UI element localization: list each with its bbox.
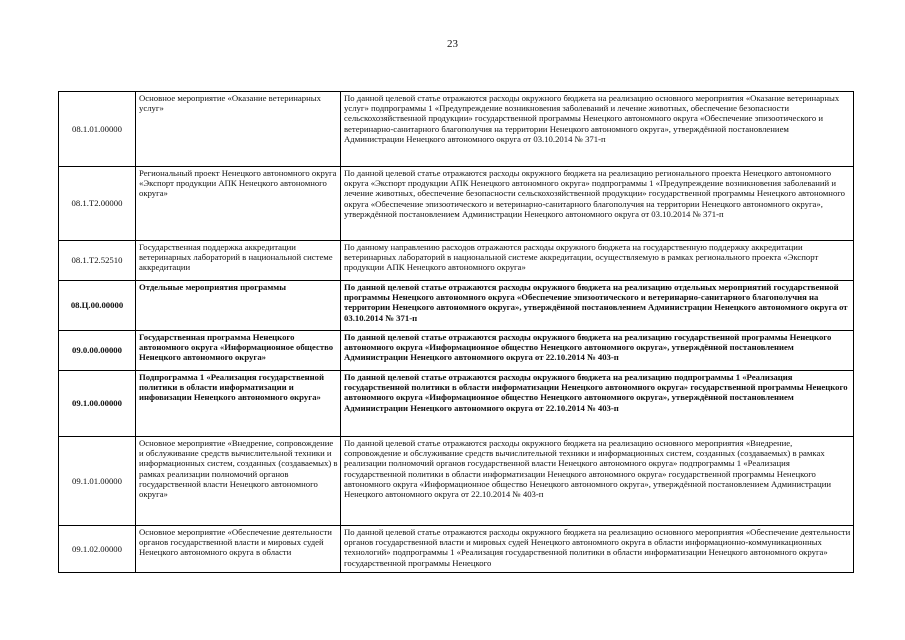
name-cell: Государственная программа Ненецкого автономного округа «Информационное общество Ненецкого автономного округа» — [136, 331, 341, 371]
table-row — [59, 92, 854, 167]
description-cell: По данной целевой статье отражаются расходы окружного бюджета на реализацию отдельных мероприятий государственной программы Ненецкого автономного округа «Обеспечение эпизоотического и ветеринарно-санитарного благополучия на территории Ненецкого автономного округа», утверждённой постановлением Администрации Ненецкого автономного округа от 03.10.2014 № 371-п — [341, 281, 854, 331]
name-cell: Отдельные мероприятия программы — [136, 281, 341, 331]
table-row — [59, 167, 854, 241]
table-row — [59, 371, 854, 437]
description-cell: По данному направлению расходов отражаются расходы окружного бюджета на государственную поддержку аккредитации ветеринарных лабораторий в национальной системе аккредитации, осуществляемую в рамках регионального проекта «Экспорт продукции АПК Ненецкого автономного округа» — [341, 241, 854, 281]
code-cell: 08.1.01.00000 — [59, 92, 136, 167]
table-row — [59, 437, 854, 526]
code-cell: 08.1.Т2.00000 — [59, 167, 136, 241]
code-cell: 09.1.00.00000 — [59, 371, 136, 437]
table-row — [59, 281, 854, 331]
page-number: 23 — [447, 38, 458, 50]
code-cell: 09.0.00.00000 — [59, 331, 136, 371]
code-cell: 09.1.02.00000 — [59, 526, 136, 573]
description-cell: По данной целевой статье отражаются расходы окружного бюджета на реализацию основного мероприятия «Обеспечение деятельности органов государственной власти и мировых судей Ненецкого автономного округа в области информационно-коммуникационных технологий» подпрограммы 1 «Реализация государственной политики в области информатизации Ненецкого автономного округа» государственной программы Ненецкого — [341, 526, 854, 573]
code-cell: 08.Ц.00.00000 — [59, 281, 136, 331]
name-cell: Основное мероприятие «Оказание ветеринарных услуг» — [136, 92, 341, 167]
name-cell: Основное мероприятие «Обеспечение деятельности органов государственной власти и мировых судей Ненецкого автономного округа в области — [136, 526, 341, 573]
description-cell: По данной целевой статье отражаются расходы окружного бюджета на реализацию основного мероприятия «Оказание ветеринарных услуг» подпрограммы 1 «Предупреждение возникновения заболеваний и лечение животных, обеспечение безопасности сельскохозяйственной продукции» государственной программы Ненецкого автономного округа «Обеспечение эпизоотического и ветеринарно-санитарного благополучия на территории Ненецкого автономного округа», утверждённой постановлением Администрации Ненецкого автономного округа от 03.10.2014 № 371-п — [341, 92, 854, 167]
name-cell: Подпрограмма 1 «Реализация государственной политики в области информатизации и инфовизации Ненецкого автономного округа» — [136, 371, 341, 437]
name-cell: Основное мероприятие «Внедрение, сопровождение и обслуживание средств вычислительной техники и информационных систем, созданных (создаваемых) в рамках реализации полномочий органов государственной власти Ненецкого автономного округа» — [136, 437, 341, 526]
code-cell: 08.1.Т2.52510 — [59, 241, 136, 281]
description-cell: По данной целевой статье отражаются расходы окружного бюджета на реализацию государственной программы Ненецкого автономного округа «Информационное общество Ненецкого автономного округа», утверждённой постановлением Администрации Ненецкого автономного округа от 22.10.2014 № 403-п — [341, 331, 854, 371]
table-row — [59, 526, 854, 573]
description-cell: По данной целевой статье отражаются расходы окружного бюджета на реализацию основного мероприятия «Внедрение, сопровождение и обслуживание средств вычислительной техники и информационных систем, созданных (создаваемых) в рамках реализации полномочий органов государственной власти Ненецкого автономного округа» подпрограммы 1 «Реализация государственной политики в области информатизации Ненецкого автономного округа» государственной программы Ненецкого автономного округа «Информационное общество Ненецкого автономного округа», утверждённой постановлением Администрации Ненецкого автономного округа от 22.10.2014 № 403-п — [341, 437, 854, 526]
name-cell: Государственная поддержка аккредитации ветеринарных лабораторий в национальной системе аккредитации — [136, 241, 341, 281]
table-row — [59, 331, 854, 371]
code-cell: 09.1.01.00000 — [59, 437, 136, 526]
name-cell: Региональный проект Ненецкого автономного округа «Экспорт продукции АПК Ненецкого автономного округа» — [136, 167, 341, 241]
description-cell: По данной целевой статье отражаются расходы окружного бюджета на реализацию подпрограммы 1 «Реализация государственной политики в области информатизации Ненецкого автономного округа» государственной программы Ненецкого автономного округа «Информационное общество Ненецкого автономного округа», утверждённой постановлением Администрации Ненецкого автономного округа от 22.10.2014 № 403-п — [341, 371, 854, 437]
table-row — [59, 241, 854, 281]
target-articles-table — [58, 91, 854, 573]
description-cell: По данной целевой статье отражаются расходы окружного бюджета на реализацию регионального проекта Ненецкого автономного округа «Экспорт продукции АПК Ненецкого автономного округа» подпрограммы 1 «Предупреждение возникновения заболеваний и лечение животных, обеспечение безопасности сельскохозяйственной продукции» государственной программы Ненецкого автономного округа «Обеспечение эпизоотического и ветеринарно-санитарного благополучия на территории Ненецкого автономного округа», утверждённой постановлением Администрации Ненецкого автономного округа от 03.10.2014 № 371-п — [341, 167, 854, 241]
